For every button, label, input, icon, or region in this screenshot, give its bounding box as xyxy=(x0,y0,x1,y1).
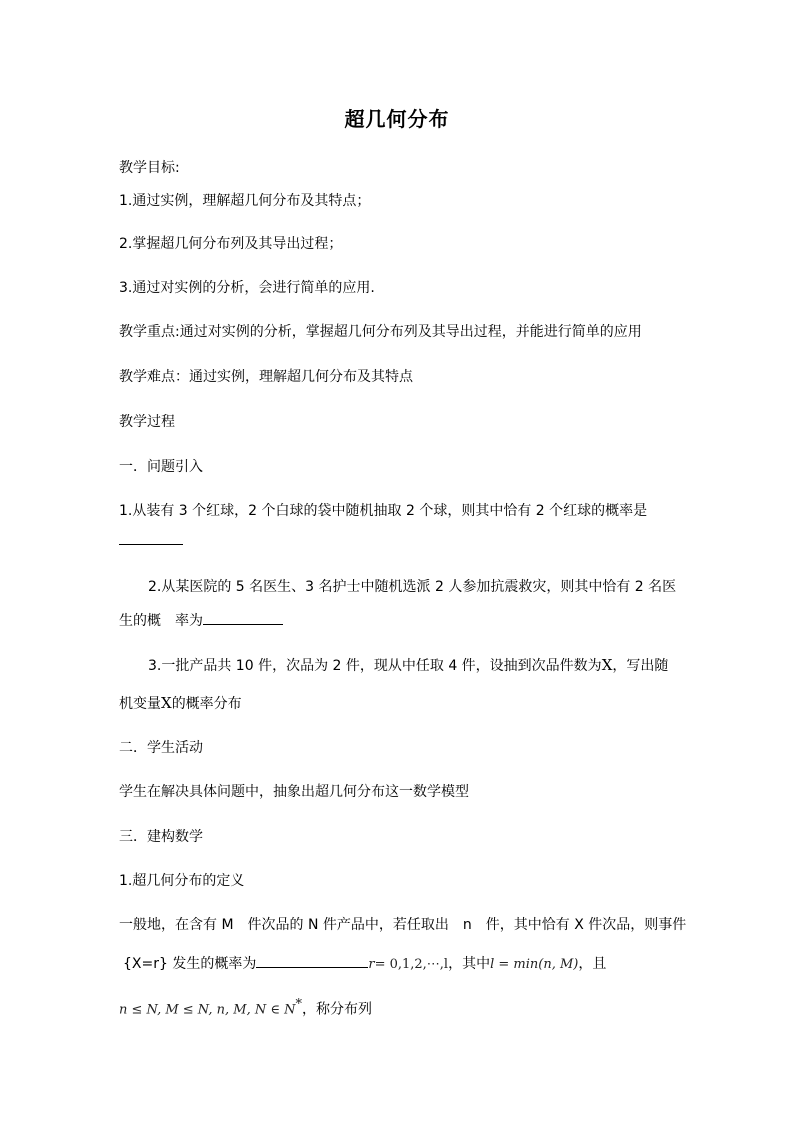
objective-item-1: 1.通过实例，理解超几何分布及其特点； xyxy=(119,193,371,209)
objectives-heading: 教学目标: xyxy=(119,160,180,176)
question-1: 1.从装有 3 个红球，2 个白球的袋中随机抽取 2 个球，则其中恰有 2 个红球的概率是 xyxy=(119,503,648,519)
variable-x: X xyxy=(601,656,613,674)
definition-line2 xyxy=(123,953,606,974)
question-3-line1 xyxy=(148,656,668,675)
section2-text: 学生在解决具体问题中，抽象出超几何分布这一数学模型 xyxy=(119,784,469,800)
question-2-answer-blank xyxy=(203,610,283,625)
objective-item-3: 3.通过对实例的分析，会进行简单的应用. xyxy=(119,280,375,296)
question-3-text-d: 的概率分布 xyxy=(171,696,242,712)
question-1-answer-blank xyxy=(119,530,183,550)
definition-text-a: {X=r} 发生的概率为 xyxy=(123,956,257,972)
question-3-line2 xyxy=(119,694,242,713)
question-3-text-c: 机变量 xyxy=(119,696,161,712)
section3-heading: 三．建构数学 xyxy=(119,829,203,845)
definition-line3 xyxy=(119,996,372,1020)
section2-heading: 二．学生活动 xyxy=(119,740,203,756)
objective-item-2: 2.掌握超几何分布列及其导出过程； xyxy=(119,236,343,252)
question-3-text-a: 3.一批产品共 10 件，次品为 2 件，现从中任取 4 件，设抽到次品件数为 xyxy=(148,658,602,674)
definition-text-b: ，其中 xyxy=(448,956,491,972)
difficulty: 教学难点：通过实例，理解超几何分布及其特点 xyxy=(119,369,413,385)
definition-line1: 一般地，在含有 M 件次品的 N 件产品中，若任取出 n 件，其中恰有 X 件次品，则事件 xyxy=(119,917,687,933)
question-3-text-b: ，写出随 xyxy=(612,658,669,674)
question-2-text: 生的概 率为 xyxy=(119,613,203,629)
condition-formula: n ≤ N, M ≤ N, n, M, N ∈ N xyxy=(119,1002,296,1018)
process-heading: 教学过程 xyxy=(119,414,175,430)
page-title: 超几何分布 xyxy=(344,107,450,131)
l-formula: l = min(n, M) xyxy=(490,957,579,972)
condition-superscript: * xyxy=(295,997,302,1012)
question-2-line2 xyxy=(119,610,283,630)
variable-x-2: X xyxy=(161,694,172,712)
probability-blank xyxy=(256,953,368,968)
section1-heading: 一．问题引入 xyxy=(119,459,203,475)
section3-subheading: 1.超几何分布的定义 xyxy=(119,873,245,889)
key-point: 教学重点:通过对实例的分析，掌握超几何分布列及其导出过程，并能进行简单的应用 xyxy=(119,324,642,340)
r-variable: r xyxy=(368,957,375,972)
definition-text-tail: ，称分布列 xyxy=(301,1001,372,1018)
definition-text-c: ，且 xyxy=(578,956,607,972)
r-range: = 0,1,2,⋯,l xyxy=(374,957,449,972)
question-2-line1: 2.从某医院的 5 名医生、3 名护士中随机选派 2 人参加抗震救灾，则其中恰有 2 名医 xyxy=(148,579,677,595)
